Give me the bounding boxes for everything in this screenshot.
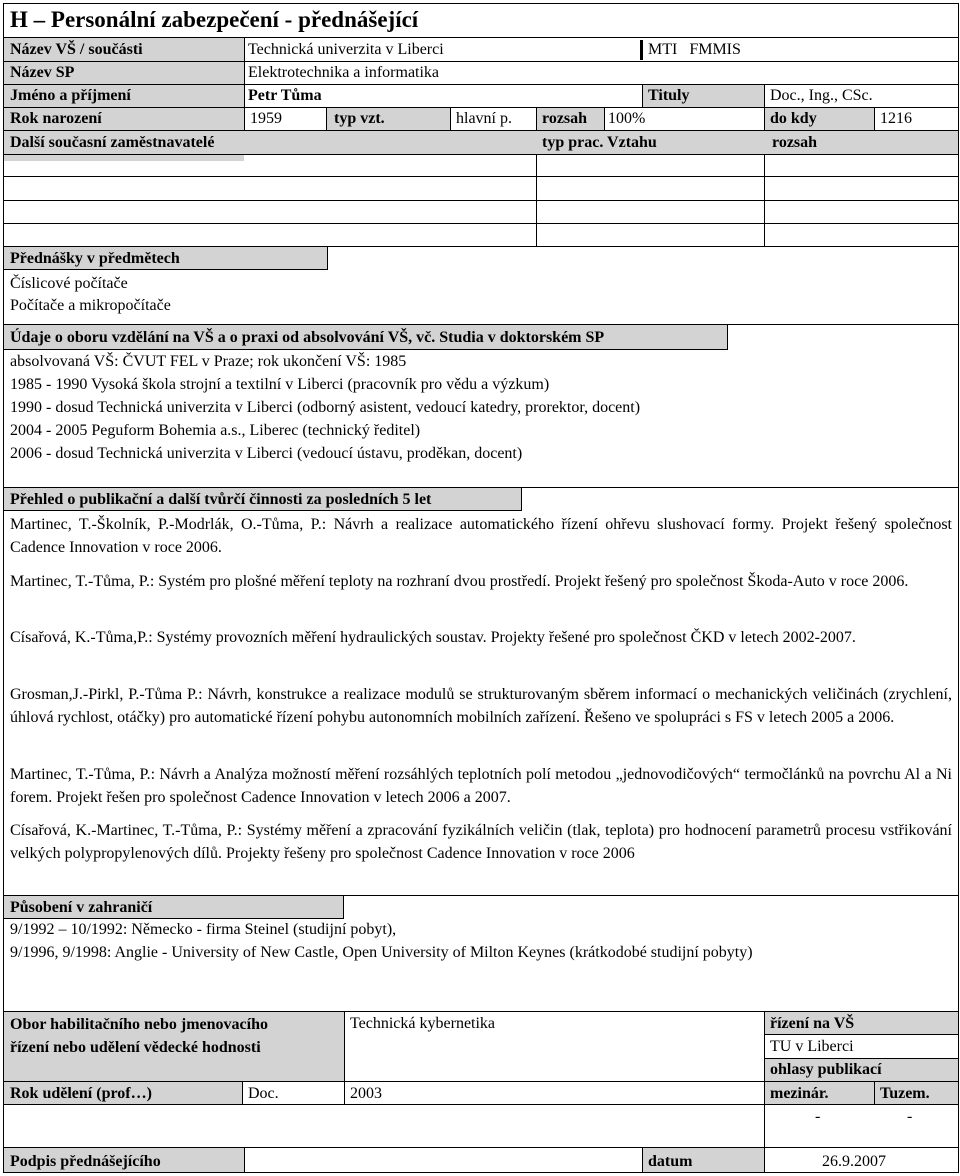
titles-value: Doc., Ing., CSc. [770,87,873,104]
lecture-item: Počítače a mikropočítače [10,297,171,314]
international-label: mezinár. [770,1085,829,1102]
habilitation-label: řízení nebo udělení vědecké hodnosti [10,1039,261,1056]
employers-label: Další současní zaměstnavatelé [10,134,215,151]
abroad-heading: Působení v zahraničí [10,899,153,916]
lecture-item: Číslicové počítače [10,275,128,292]
name-value: Petr Tůma [248,87,322,104]
signature-label: Podpis přednášejícího [10,1153,161,1170]
publication-item: Martinec, T.-Školník, P.-Modrlák, O.-Tůma, P.: Návrh a realizace automatického řízení ohřevu slushovací formy. Projekt řešený společnost Cadence Innovation v roce 2006. [10,516,952,556]
titles-label: Tituly [648,87,690,104]
school-value: Technická univerzita v Liberci [248,41,444,58]
publication-item: Císařová, K.-Tůma,P.: Systémy provozních měření hydraulických soustav. Projekty řešené pro společnost ČKD v letech 2002-2007. [10,629,856,646]
education-item: 2004 - 2005 Peguform Bohemia a.s., Liberec (technický ředitel) [10,422,421,439]
education-item: 1985 - 1990 Vysoká škola strojní a textilní v Liberci (pracovník pro vědu a výzkum) [10,376,550,393]
school-label: Název VŠ / součásti [10,41,143,58]
abroad-item: 9/1996, 9/1998: Anglie - University of New Castle, Open University of Milton Keynes (krátkodobé studijní pobyty) [10,944,753,961]
employment-scope-label: rozsah [772,134,818,151]
year-type: Doc. [248,1085,279,1102]
birth-label: Rok narození [10,110,102,127]
year-value: 2003 [350,1085,382,1102]
publications-heading: Přehled o publikační a další tvůrčí činnosti za posledních 5 let [10,491,432,508]
until-value: 1216 [880,110,912,127]
procedure-value: TU v Liberci [770,1038,854,1055]
name-label: Jméno a příjmení [10,87,131,104]
birth-value: 1959 [250,110,282,127]
education-item: 1990 - dosud Technická univerzita v Liberci (odborný asistent, vedoucí katedry, prorektor, docent) [10,399,641,416]
page-title: H – Personální zabezpečení - přednášející [10,7,419,32]
school-part-value: MTI FMMIS [648,41,741,58]
abroad-item: 9/1992 – 10/1992: Německo - firma Steinel (studijní pobyt), [10,921,397,938]
sp-label: Název SP [10,64,75,81]
date-label: datum [648,1153,693,1170]
education-heading: Údaje o oboru vzdělání na VŠ a o praxi od absolvování VŠ, vč. Studia v doktorském SP [10,329,605,346]
contract-label: typ vzt. [334,110,385,127]
employment-type-label: typ prac. Vztahu [542,134,657,151]
until-label: do kdy [770,110,817,127]
habilitation-value: Technická kybernetika [350,1015,496,1032]
international-value: - [815,1108,821,1125]
contract-value: hlavní p. [456,110,512,127]
education-item: absolvovaná VŠ: ČVUT FEL v Praze; rok ukončení VŠ: 1985 [10,353,407,370]
year-label: Rok udělení (prof…) [10,1085,152,1102]
publication-item: Martinec, T.-Tůma, P.: Návrh a Analýza možností měření rozsáhlých teplotních polí metodou „jednovodičových“ termočlánků na povrchu Al a Ni forem. Projekt řešen pro společnost Cadence Innovation v letech 2006 a 2007. [10,766,952,806]
responses-label: ohlasy publikací [770,1061,882,1078]
publication-item: Císařová, K.-Martinec, T.-Tůma, P.: Systémy měření a zpracování fyzikálních veličin (tlak, teplota) pro hodnocení parametrů procesu vstřikování velkých polypropylenových dílů. Projekty řešeny pro společnost Cadence Innovation v roce 2006 [10,822,952,862]
habilitation-label: Obor habilitačního nebo jmenovacího [10,1016,268,1033]
procedure-label: řízení na VŠ [770,1015,855,1032]
domestic-label: Tuzem. [880,1085,930,1102]
publication-item: Grosman,J.-Pirkl, P.-Tůma P.: Návrh, konstrukce a realizace modulů se strukturovaným sběrem informací o mechanických veličinách (zrychlení, úhlová rychlost, otáčky) pro automatické řízení pohybu autonomních mobilních zařízení. Řešeno ve spolupráci s FS v letech 2005 a 2006. [10,686,952,726]
lectures-heading: Přednášky v předmětech [10,250,180,267]
scope-label: rozsah [542,110,588,127]
sp-value: Elektrotechnika a informatika [248,64,440,81]
domestic-value: - [907,1108,913,1125]
education-item: 2006 - dosud Technická univerzita v Liberci (vedoucí ústavu, proděkan, docent) [10,445,523,462]
scope-value: 100% [608,110,646,127]
date-value: 26.9.2007 [822,1153,886,1170]
publication-item: Martinec, T.-Tůma, P.: Systém pro plošné měření teploty na rozhraní dvou prostředí. Projekt řešený pro společnost Škoda-Auto v roce 2006. [10,573,909,590]
